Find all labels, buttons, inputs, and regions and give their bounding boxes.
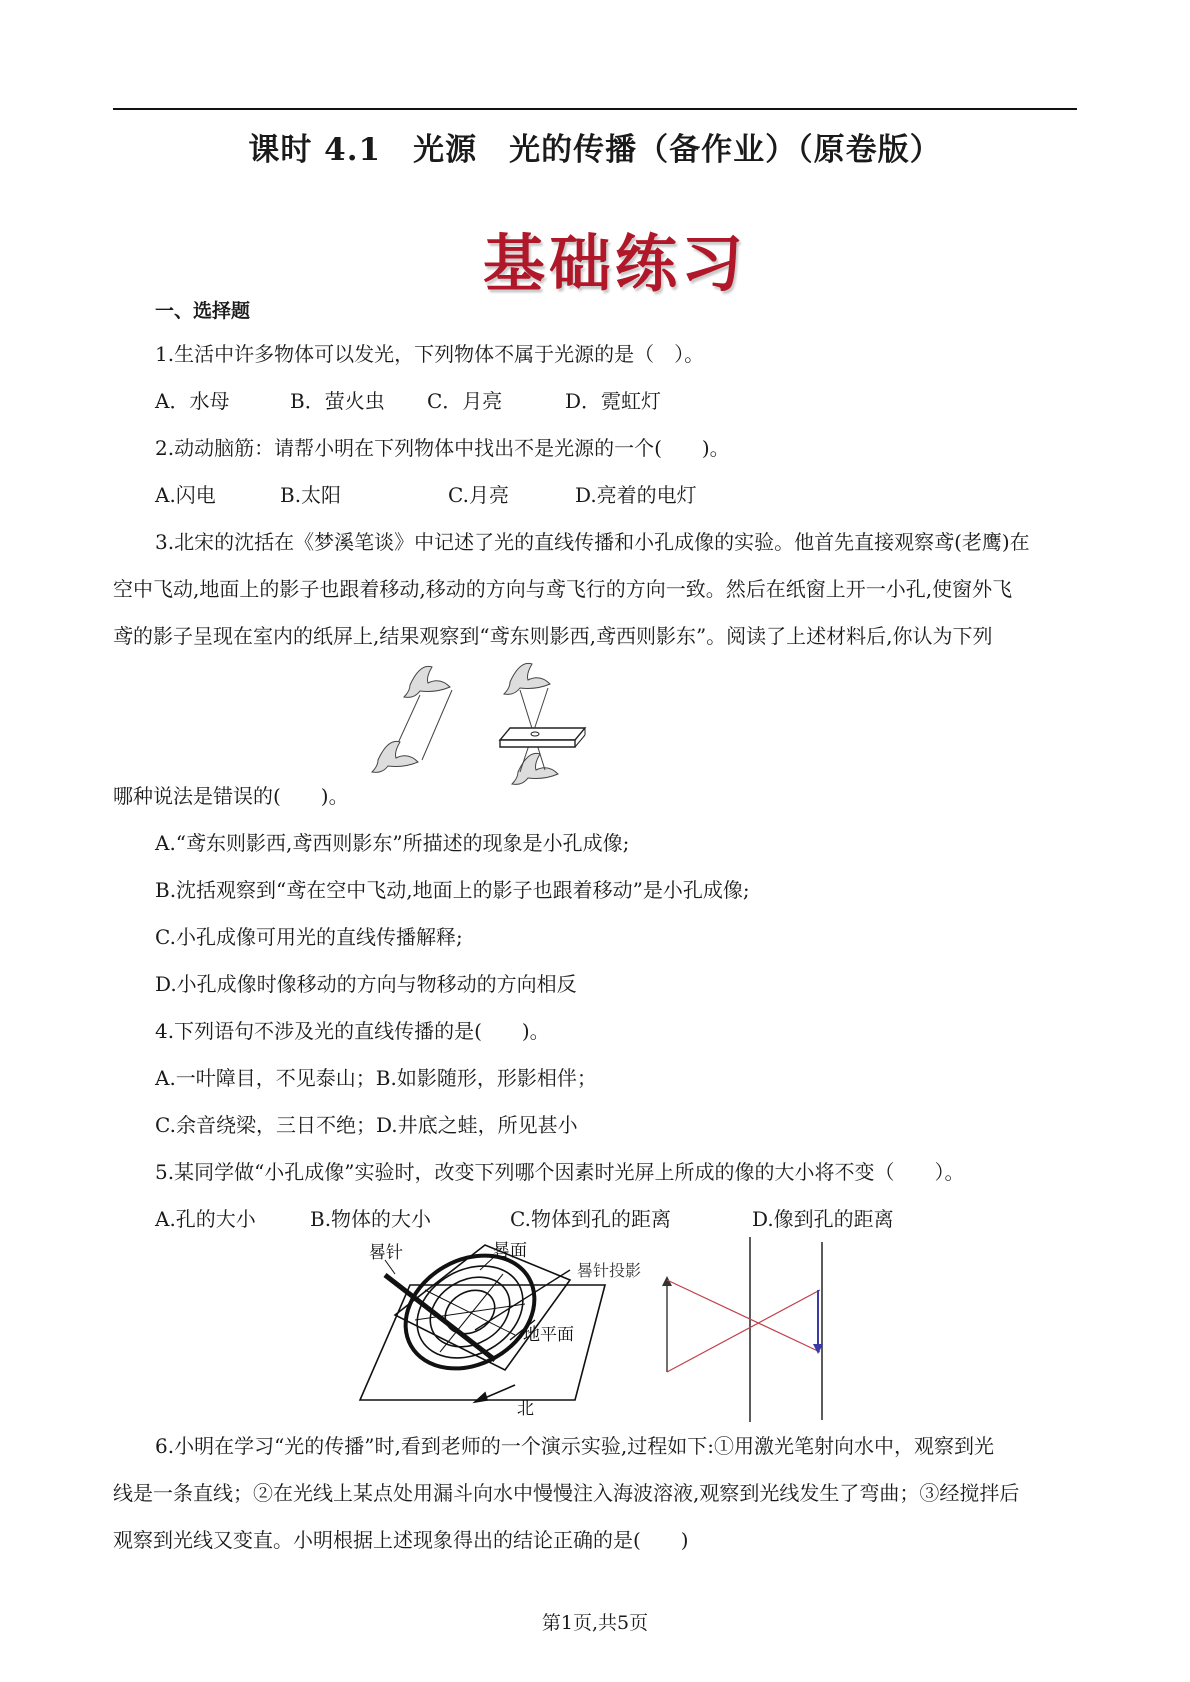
question-3-line-4: 哪种说法是错误的( )。 — [113, 784, 349, 808]
q5-option-c: C.物体到孔的距离 — [510, 1207, 671, 1231]
q3-option-b: B.沈括观察到“鸢在空中飞动,地面上的影子也跟着移动”是小孔成像; — [155, 878, 750, 902]
question-1-stem: 1.生活中许多物体可以发光，下列物体不属于光源的是（ ）。 — [155, 342, 705, 366]
pinhole-birds-figure — [370, 660, 610, 795]
page-number: 第1页,共5页 — [541, 1612, 649, 1634]
question-3-line-1: 3.北宋的沈括在《梦溪笔谈》中记述了光的直线传播和小孔成像的实验。他首先直接观察鸢(老鹰)在 — [155, 530, 1030, 554]
label-ground-plane: 地平面 — [523, 1325, 574, 1345]
q4-options-cd: C.余音绕梁，三日不绝；D.井底之蛙，所见甚小 — [155, 1113, 578, 1137]
q4-options-ab: A.一叶障目，不见泰山；B.如影随形，形影相伴； — [155, 1066, 597, 1090]
q2-option-b: B.太阳 — [280, 483, 342, 507]
question-6-line-3: 观察到光线又变直。小明根据上述现象得出的结论正确的是( ) — [113, 1528, 689, 1552]
q1-option-d: D．霓虹灯 — [565, 389, 662, 413]
question-3-line-2: 空中飞动,地面上的影子也跟着移动,移动的方向与鸢飞行的方向一致。然后在纸窗上开一小孔,使窗外飞 — [113, 577, 1013, 601]
q2-option-c: C.月亮 — [448, 483, 509, 507]
page-title: 课时 4.1 光源 光的传播（备作业）（原卷版） — [248, 132, 942, 168]
q2-option-d: D.亮着的电灯 — [575, 483, 697, 507]
q5-option-a: A.孔的大小 — [155, 1207, 256, 1231]
q1-option-a: A．水母 — [155, 389, 230, 413]
q2-option-a: A.闪电 — [155, 483, 216, 507]
question-3-line-3: 鸢的影子呈现在室内的纸屏上,结果观察到“鸢东则影西,鸢西则影东”。阅读了上述材料后,你认为下列 — [113, 624, 993, 648]
label-gnomon-projection: 晷针投影 — [577, 1261, 642, 1280]
label-dial-face: 晷面 — [493, 1241, 527, 1261]
q1-option-b: B．萤火虫 — [290, 389, 385, 413]
question-6-line-1: 6.小明在学习“光的传播”时,看到老师的一个演示实验,过程如下:①用激光笔射向水中，观察到光 — [155, 1434, 994, 1458]
q1-option-c: C．月亮 — [427, 389, 503, 413]
section-heading: 一、选择题 — [155, 300, 251, 322]
question-4-stem: 4.下列语句不涉及光的直线传播的是( )。 — [155, 1019, 550, 1043]
q5-option-b: B.物体的大小 — [310, 1207, 432, 1231]
question-5-stem: 5.某同学做“小孔成像”实验时，改变下列哪个因素时光屏上所成的像的大小将不变（ ）。 — [155, 1160, 965, 1184]
sundial-figure — [355, 1240, 675, 1420]
label-north: 北 — [517, 1399, 534, 1419]
question-6-line-2: 线是一条直线；②在光线上某点处用漏斗向水中慢慢注入海波溶液,观察到光线发生了弯曲；③经搅拌后 — [113, 1481, 1020, 1505]
q3-option-a: A.“鸢东则影西,鸢西则影东”所描述的现象是小孔成像; — [155, 831, 630, 855]
q3-option-d: D.小孔成像时像移动的方向与物移动的方向相反 — [155, 972, 577, 996]
q5-option-d: D.像到孔的距离 — [752, 1207, 894, 1231]
label-gnomon: 晷针 — [369, 1243, 403, 1263]
question-2-stem: 2.动动脑筋：请帮小明在下列物体中找出不是光源的一个( )。 — [155, 436, 730, 460]
pinhole-ray-diagram — [650, 1232, 840, 1424]
section-banner: 基础练习 — [482, 227, 747, 300]
q3-option-c: C.小孔成像可用光的直线传播解释; — [155, 925, 463, 949]
header-rule — [113, 108, 1077, 110]
